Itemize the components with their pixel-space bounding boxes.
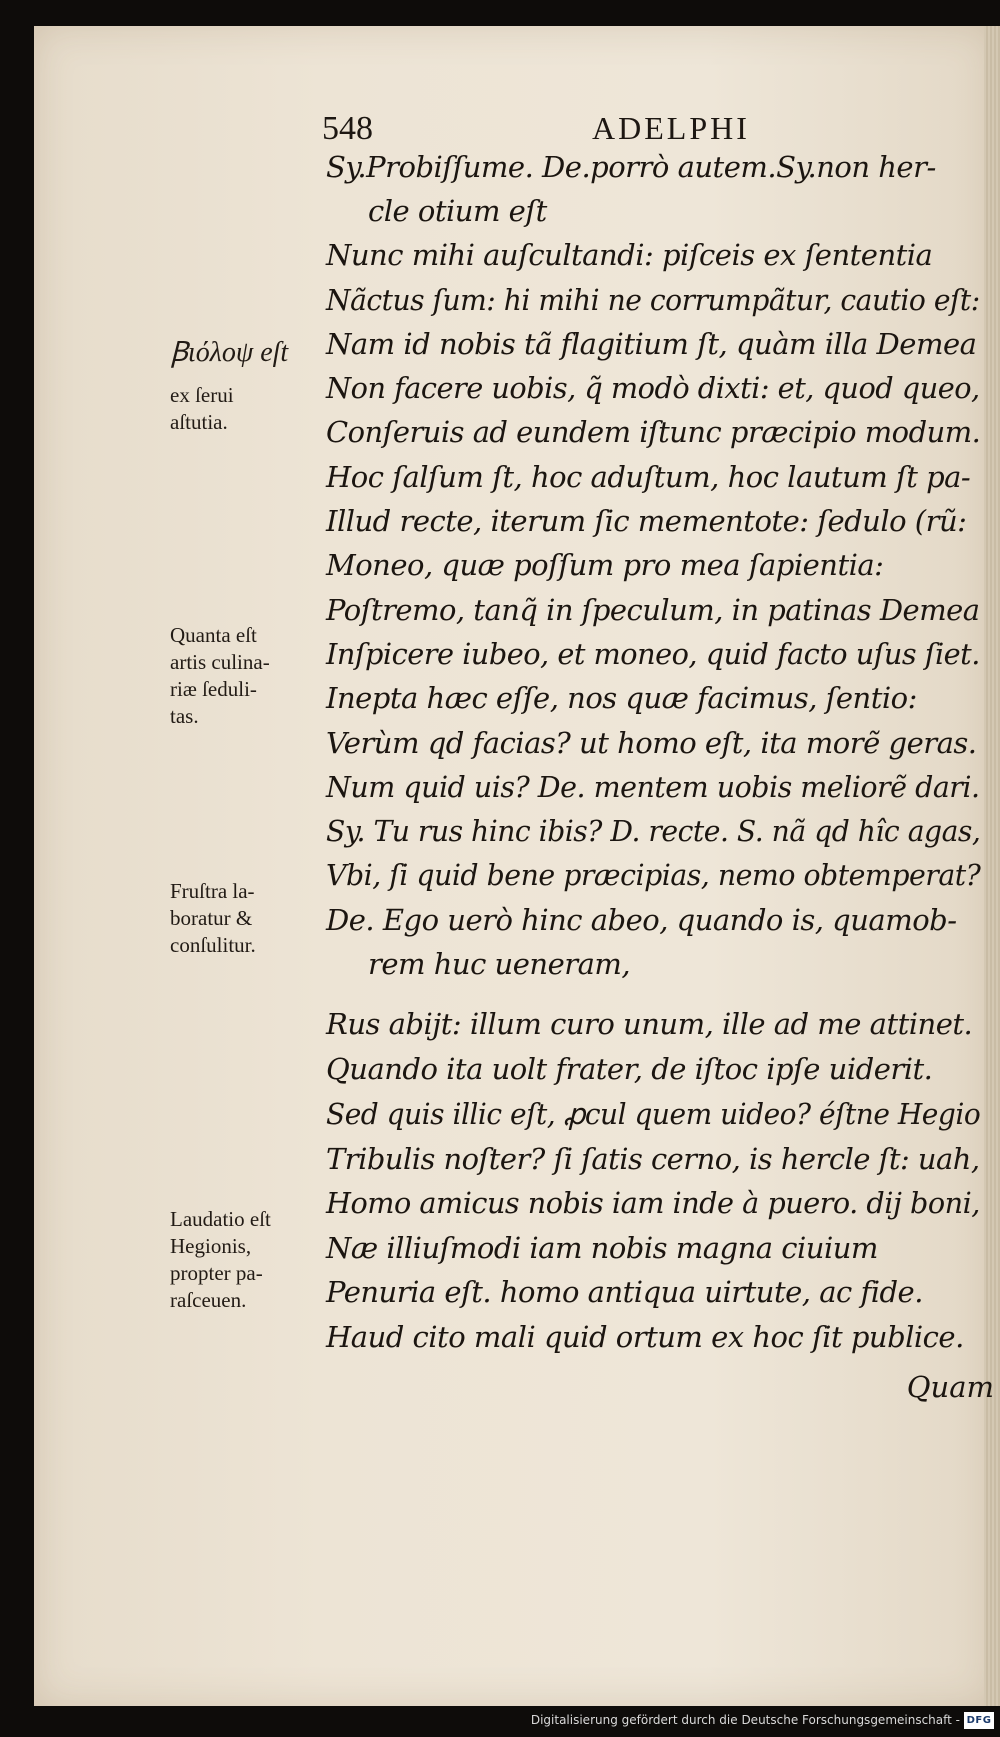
funding-notice: Digitalisierung gefördert durch die Deutsche Forschungsgemeinschaft - [530,1713,960,1727]
margin-gloss: Laudatio eſt Hegionis, propter pa- raſceuen. [170,1207,271,1312]
verse-line: Haud cito mali quid ortum ex hoc ſit publice. [326,1320,964,1354]
page-number: 548 [322,110,373,147]
verse-line: De. Ego uerò hinc abeo, quando is, quamob- [326,903,957,937]
page-fore-edge [984,26,1000,1706]
verse-line: Non facere uobis, q̃ modò dixti: et, quod queo, [326,371,980,405]
margin-gloss: Fruſtra la- boratur & conſulitur. [170,879,256,957]
running-title: ADELPHI [592,110,750,146]
digitization-footer [0,1706,1000,1737]
verse-line: Sy. Tu rus hinc ibis? D. recte. S. nã qd hîc agas, [326,814,981,848]
margin-gloss: ex ſerui aſtutia. [170,383,234,434]
catchword: Quam [906,1370,994,1404]
verse-line: Sy.Probiſſume. De.porrò autem.Sy.non her- [326,150,936,184]
verse-line: Nam id nobis tã flagitium ſt, quàm illa Demea [326,327,977,361]
verse-line: Nãctus ſum: hi mihi ne corrumpãtur, cautio eſt: [326,283,980,317]
verse-line: Homo amicus nobis iam inde à puero. dij boni, [326,1186,980,1220]
dfg-logo: DFG [964,1712,994,1729]
verse-line: Rus abijt: illum curo unum, ille ad me attinet. [326,1007,973,1041]
margin-gloss: Ꞵιόλοψ eſt [170,337,289,368]
margin-gloss: Quanta eſt artis culina- riæ ſeduli- tas. [170,623,270,728]
verse-line: Illud recte, iterum ſic mementote: ſedulo (rũ: [326,504,967,538]
verse-line: Conſeruis ad eundem iſtunc præcipio modum. [326,415,981,449]
verse-line: Verùm qd facias? ut homo eſt, ita morẽ geras. [326,726,977,760]
verse-line: Inepta hæc eſſe, nos quæ facimus, ſentio: [326,681,917,715]
verse-line: Num quid uis? De. mentem uobis meliorẽ dari. [326,770,980,804]
verse-line: Tribulis noſter? ſi ſatis cerno, is hercle ſt: uah, [326,1142,980,1176]
verse-line: Moneo, quæ poſſum pro mea ſapientia: [326,548,884,582]
verse-line: Nunc mihi auſcultandi: piſceis ex ſententia [326,238,933,272]
verse-line: Quando ita uolt frater, de iſtoc ipſe uiderit. [326,1052,933,1086]
verse-line: Penuria eſt. homo antiqua uirtute, ac fide. [326,1275,923,1309]
verse-line: Næ illiuſmodi iam nobis magna ciuium [326,1231,878,1265]
verse-line: cle otium eſt [368,194,547,228]
verse-line: Vbi, ſi quid bene præcipias, nemo obtemperat? [326,858,981,892]
verse-line: Sed quis illic eſt, ꝓcul quem uideo? éſtne Hegio [326,1097,981,1131]
verse-line: rem huc ueneram, [368,947,631,981]
verse-line: Inſpicere iubeo, et moneo, quid facto uſus ſiet. [326,637,980,671]
verse-line: Hoc ſalſum ſt, hoc aduſtum, hoc lautum ſt pa- [326,460,971,494]
verse-line: Poſtremo, tanq̃ in ſpeculum, in patinas Demea [326,593,980,627]
